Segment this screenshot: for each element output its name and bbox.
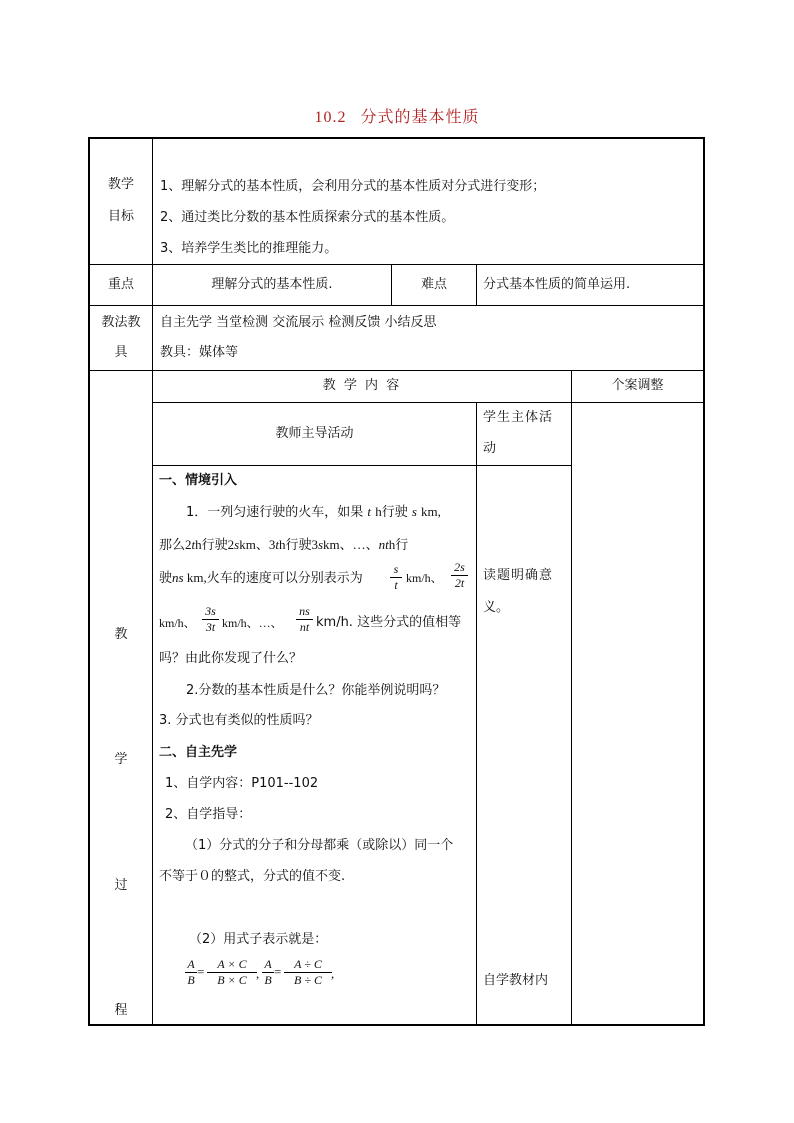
list-item: 2、自学指导： <box>165 807 252 822</box>
paragraph-line: 那么2th行驶2skm、3th行驶3skm、…、nth行 <box>159 537 409 553</box>
header-divider <box>152 402 703 403</box>
keypoint-divider <box>476 264 477 305</box>
table-border-bottom <box>88 1024 705 1026</box>
student-header: 学生主体活 <box>483 410 554 425</box>
student-header: 动 <box>483 441 497 456</box>
objective-item: 2、通过类比分数的基本性质探索分式的基本性质。 <box>160 210 455 225</box>
objectives-label: 目标 <box>107 209 134 224</box>
unit-text: km/h、…、 <box>222 616 283 630</box>
paragraph-line: 驶ns km,火车的速度可以分别表示为 <box>159 570 363 586</box>
fraction: ns nt <box>296 605 313 634</box>
row-divider <box>88 264 705 265</box>
formula-fraction: A ÷ C B ÷ C <box>284 958 332 987</box>
list-item: 不等于０的整式，分式的值不变. <box>159 869 346 884</box>
methods-label: 具 <box>114 345 128 360</box>
teacher-header: 教师主导活动 <box>275 426 354 441</box>
equals-sign: = <box>274 964 282 979</box>
row-divider <box>88 305 705 306</box>
comma: , <box>256 966 260 981</box>
formula-fraction: A B <box>262 958 274 987</box>
fraction: 2s 2t <box>451 561 468 590</box>
list-item: （1）分式的分子和分母都乘（或除以）同一个 <box>185 838 454 853</box>
list-item: 1、自学内容：P101--102 <box>165 776 319 791</box>
label-column-divider <box>152 137 153 1026</box>
header-divider <box>152 465 572 466</box>
formula-fraction: A × C B × C <box>207 958 257 987</box>
objective-item: 1、理解分式的基本性质，会利用分式的基本性质对分式进行变形； <box>160 179 546 194</box>
teaching-aids-text: 教具：媒体等 <box>160 345 239 360</box>
paragraph-line: km/h. 这些分式的值相等 <box>316 615 462 630</box>
list-item: （2）用式子表示就是： <box>189 932 328 947</box>
objectives-label: 教学 <box>107 177 134 192</box>
paragraph-line: 1．一列匀速行驶的火车，如果 t h行驶 s km, <box>186 504 441 520</box>
process-label-char: 过 <box>114 878 128 893</box>
section-heading: 一、情境引入 <box>159 473 238 488</box>
difficulty-value: 分式基本性质的简单运用. <box>483 277 631 292</box>
adjust-header: 个案调整 <box>611 378 664 393</box>
equals-sign: = <box>197 964 205 979</box>
process-label-char: 学 <box>114 752 128 767</box>
unit-text: km/h、 <box>406 571 443 585</box>
student-column-divider <box>476 402 477 1026</box>
keypoint-label: 重点 <box>107 277 134 292</box>
page-title <box>0 104 794 127</box>
process-label-char: 程 <box>114 1003 128 1018</box>
student-note: 义。 <box>483 600 510 615</box>
fraction: s t <box>390 563 402 592</box>
process-label-char: 教 <box>114 627 128 642</box>
student-note: 自学教材内 <box>483 973 549 988</box>
student-note: 读题明确意 <box>483 568 554 583</box>
section-number: 10.2 <box>314 109 347 126</box>
keypoint-value: 理解分式的基本性质. <box>211 277 333 292</box>
section-heading: 二、自主先学 <box>159 745 238 760</box>
adjust-column-divider <box>571 370 572 1026</box>
question: 3. 分式也有类似的性质吗？ <box>159 713 319 728</box>
row-divider <box>88 370 705 371</box>
fraction: 3s 3t <box>202 605 219 634</box>
table-border-right <box>703 137 705 1026</box>
question: 2.分数的基本性质是什么？你能举例说明吗？ <box>186 683 446 698</box>
title-text: 分式的基本性质 <box>360 107 480 126</box>
objective-item: 3、培养学生类比的推理能力。 <box>160 241 338 256</box>
difficulty-label: 难点 <box>420 277 447 292</box>
paragraph-line: 吗？由此你发现了什么？ <box>159 651 303 666</box>
formula-fraction: A B <box>185 958 197 987</box>
methods-text: 自主先学 当堂检测 交流展示 检测反馈 小结反思 <box>160 315 437 330</box>
table-border-top <box>88 137 705 139</box>
comma: , <box>331 966 335 981</box>
content-header: 教 学 内 容 <box>322 378 402 393</box>
unit-text: km/h、 <box>159 616 196 630</box>
methods-label: 教法教 <box>101 315 141 330</box>
